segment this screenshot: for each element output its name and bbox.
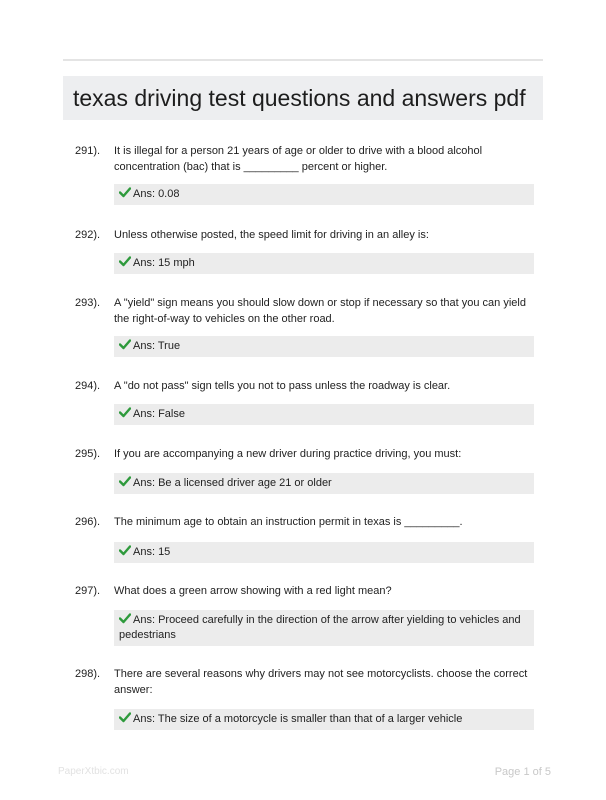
question-text: Unless otherwise posted, the speed limit for driving in an alley is: — [114, 229, 429, 241]
question-number: 291). — [75, 145, 101, 157]
check-icon — [119, 407, 131, 418]
check-icon — [119, 712, 131, 723]
question-text: What does a green arrow showing with a red light mean? — [114, 585, 392, 597]
answer-text: Ans: True — [133, 339, 181, 352]
answer-box — [114, 184, 534, 205]
check-icon — [119, 613, 131, 624]
check-icon — [119, 339, 131, 350]
check-icon — [119, 476, 131, 487]
top-divider — [63, 59, 543, 61]
question-text: A "do not pass" sign tells you not to pass unless the roadway is clear. — [114, 380, 451, 392]
question-number: 298). — [75, 668, 101, 680]
check-icon — [119, 187, 131, 198]
answer-text: Ans: 15 — [133, 545, 171, 558]
question-number: 297). — [75, 585, 101, 597]
title-banner — [63, 76, 543, 120]
answer-text: Ans: The size of a motorcycle is smaller than that of a larger vehicle — [133, 712, 463, 725]
question-number: 296). — [75, 516, 101, 528]
question-text: The minimum age to obtain an instruction permit in texas is _________. — [114, 516, 463, 528]
footer-site: PaperXtbic.com — [58, 766, 129, 777]
answer-box — [114, 404, 534, 425]
question-number: 292). — [75, 229, 101, 241]
page-title: texas driving test questions and answers pdf — [73, 85, 526, 111]
question-text: A "yield" sign means you should slow down or stop if necessary so that you can yield the right-of-way to vehicles on the other road. — [114, 297, 526, 325]
question-text: There are several reasons why drivers may not see motorcyclists. choose the correct answer: — [114, 668, 528, 696]
question-text: If you are accompanying a new driver during practice driving, you must: — [114, 448, 462, 460]
answer-box — [114, 542, 534, 563]
answer-text: Ans: 15 mph — [133, 256, 195, 269]
answer-box — [114, 473, 534, 494]
answer-text: Ans: Be a licensed driver age 21 or older — [133, 476, 332, 489]
question-number: 295). — [75, 448, 101, 460]
question-number: 294). — [75, 380, 101, 392]
answer-text: Ans: Proceed carefully in the direction of the arrow after yielding to vehicles and pedestrians — [119, 613, 521, 641]
question-text: It is illegal for a person 21 years of age or older to drive with a blood alcohol concentration (bac) that is _________ percent or higher. — [114, 145, 483, 173]
answer-box — [114, 253, 534, 274]
answer-box — [114, 610, 534, 646]
check-icon — [119, 256, 131, 267]
answer-text: Ans: False — [133, 407, 185, 420]
check-icon — [119, 545, 131, 556]
answer-box — [114, 709, 534, 730]
answer-text: Ans: 0.08 — [133, 187, 180, 200]
answer-box — [114, 336, 534, 357]
page-indicator: Page 1 of 5 — [494, 766, 551, 778]
question-number: 293). — [75, 297, 101, 309]
